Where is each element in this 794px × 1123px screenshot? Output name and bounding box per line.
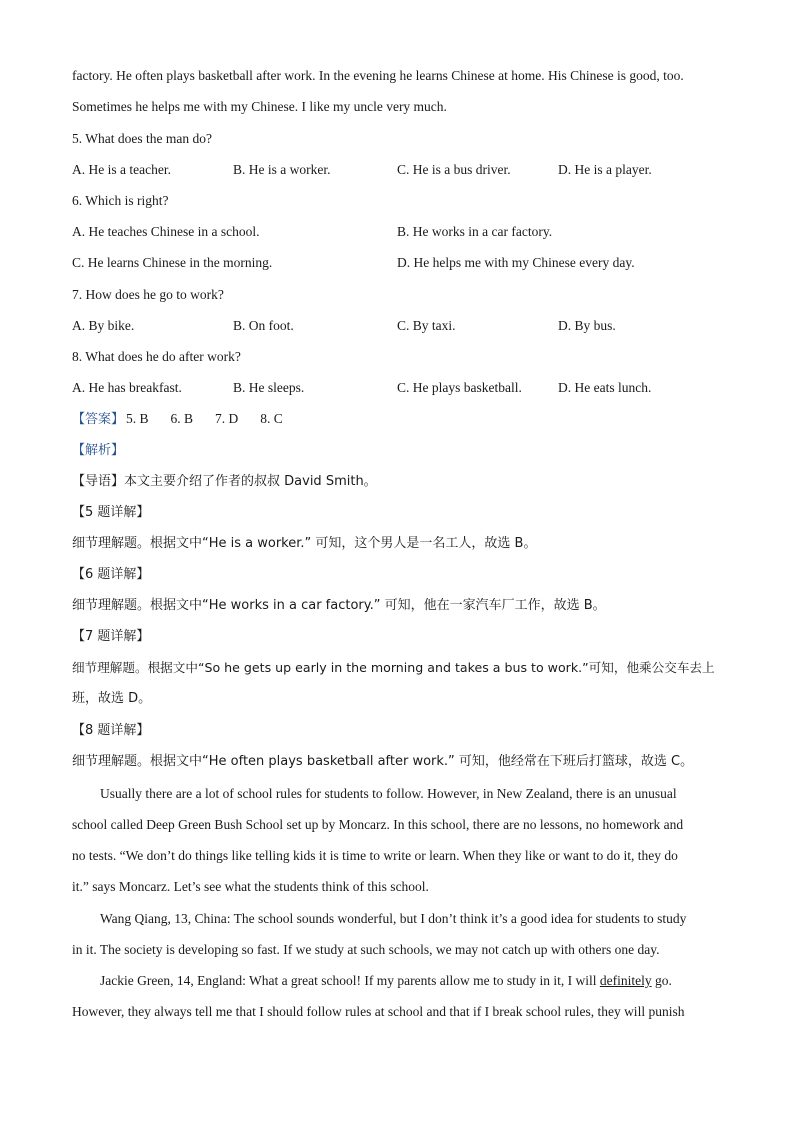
answer-item: 8. C <box>260 411 283 426</box>
passage-text: go. <box>651 973 672 988</box>
option-a: A. He has breakfast. <box>72 380 182 395</box>
passage-line <box>100 972 722 990</box>
option-b: B. On foot. <box>233 318 294 333</box>
passage-line: it.” says Moncarz. Let’s see what the students think of this school. <box>72 879 429 894</box>
detail-label-8: 【8 题详解】 <box>72 723 150 738</box>
guide-text: 本文主要介绍了作者的叔叔 David Smith。 <box>124 474 377 489</box>
option-d: D. He helps me with my Chinese every day. <box>397 255 635 270</box>
detail-label-7: 【7 题详解】 <box>72 629 150 644</box>
option-a: A. He is a teacher. <box>72 162 171 177</box>
story-line: factory. He often plays basketball after work. In the evening he learns Chinese at home. His Chinese is good, too. <box>72 68 684 83</box>
option-d: D. By bus. <box>558 318 616 333</box>
guide-row <box>72 473 722 491</box>
analysis-label: 【解析】 <box>72 443 125 458</box>
question-8: 8. What does he do after work? <box>72 349 241 364</box>
answer-row <box>72 410 722 429</box>
option-c: C. By taxi. <box>397 318 456 333</box>
story-line: Sometimes he helps me with my Chinese. I like my uncle very much. <box>72 99 447 114</box>
detail-text-5: 细节理解题。根据文中“He is a worker.” 可知，这个男人是一名工人，故选 B。 <box>72 536 537 551</box>
passage-text: Jackie Green, 14, England: What a great school! If my parents allow me to study in it, I will <box>100 973 600 988</box>
option-c: C. He is a bus driver. <box>397 162 511 177</box>
underlined-word: definitely <box>599 973 652 988</box>
passage-line: Usually there are a lot of school rules for students to follow. However, in New Zealand, there is an unusual <box>100 786 677 801</box>
answer-item: 7. D <box>215 411 239 426</box>
passage-line: school called Deep Green Bush School set up by Moncarz. In this school, there are no lessons, no homework and <box>72 817 684 832</box>
detail-text-7: 细节理解题。根据文中“So he gets up early in the morning and takes a bus to work.”可知，他乘公交车去上 <box>72 660 715 675</box>
passage-line: in it. The society is developing so fast. If we study at such schools, we may not catch up with others one day. <box>72 942 660 957</box>
guide-label: 【导语】 <box>72 474 125 489</box>
detail-text-8: 细节理解题。根据文中“He often plays basketball after work.” 可知，他经常在下班后打篮球，故选 C。 <box>72 754 694 769</box>
answer-item: 6. B <box>170 411 194 426</box>
question-7: 7. How does he go to work? <box>72 287 224 302</box>
option-a: A. He teaches Chinese in a school. <box>72 224 260 239</box>
passage-line: However, they always tell me that I should follow rules at school and that if I break school rules, they will punish <box>72 1004 685 1019</box>
option-a: A. By bike. <box>72 318 135 333</box>
detail-label-5: 【5 题详解】 <box>72 505 150 520</box>
answer-label: 【答案】 <box>72 412 125 427</box>
option-d: D. He is a player. <box>558 162 652 177</box>
question-6: 6. Which is right? <box>72 193 169 208</box>
option-c: C. He learns Chinese in the morning. <box>72 255 273 270</box>
option-b: B. He works in a car factory. <box>397 224 553 239</box>
question-5: 5. What does the man do? <box>72 131 212 146</box>
detail-text-6: 细节理解题。根据文中“He works in a car factory.” 可知，他在一家汽车厂工作，故选 B。 <box>72 598 606 613</box>
detail-text-7-cont: 班，故选 D。 <box>72 691 152 706</box>
answer-item: 5. B <box>126 411 149 426</box>
passage-line: Wang Qiang, 13, China: The school sounds wonderful, but I don’t think it’s a good idea for students to study <box>100 911 687 926</box>
passage-line: no tests. “We don’t do things like telling kids it is time to write or learn. When they like or want to do it, they do <box>72 848 678 863</box>
option-d: D. He eats lunch. <box>558 380 652 395</box>
option-b: B. He is a worker. <box>233 162 331 177</box>
option-b: B. He sleeps. <box>233 380 305 395</box>
detail-label-6: 【6 题详解】 <box>72 567 150 582</box>
option-c: C. He plays basketball. <box>397 380 522 395</box>
